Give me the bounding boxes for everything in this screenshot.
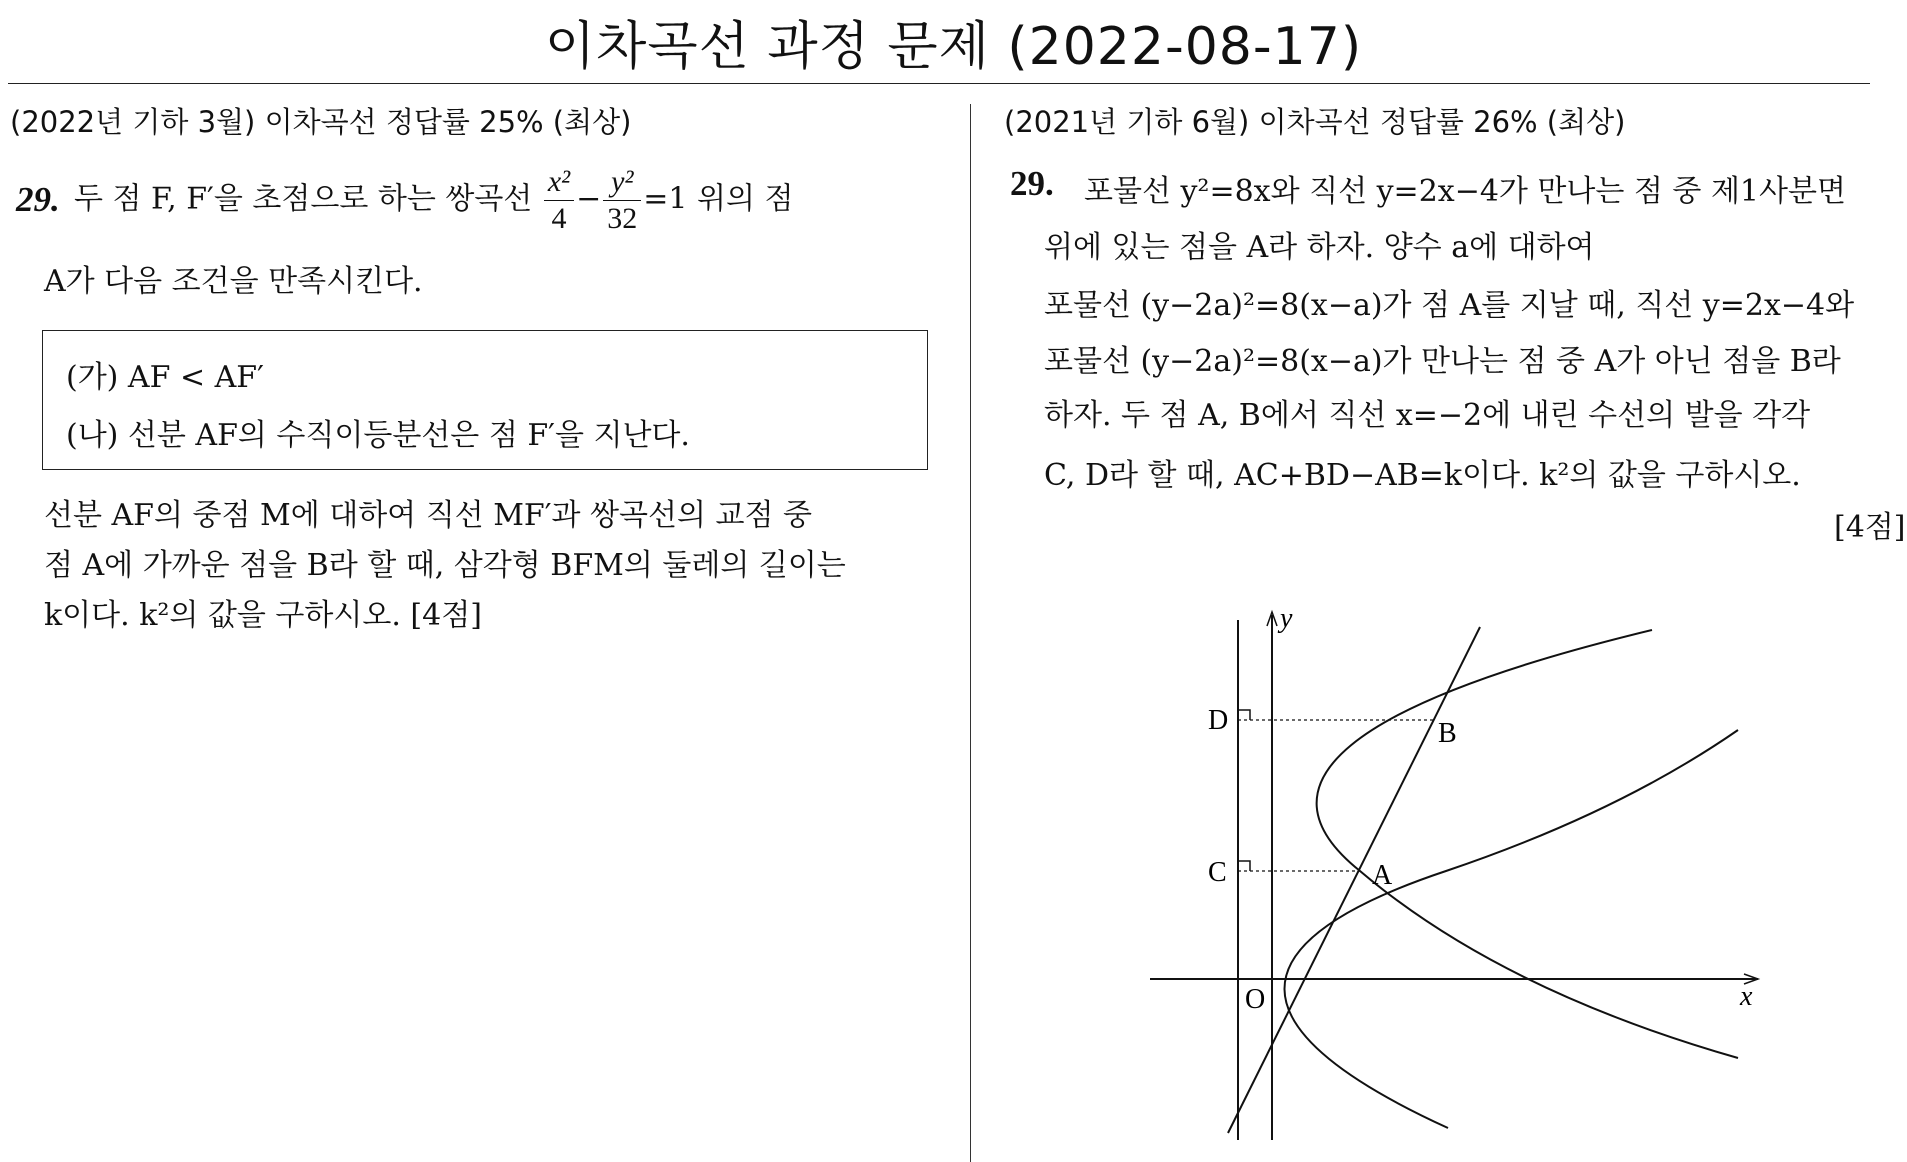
left-body-line-3: k이다. k²의 값을 구하시오. [4점]: [44, 598, 482, 633]
parabola-figure: [1140, 595, 1780, 1155]
left-fraction-y: [603, 164, 641, 237]
line-y-2x-4: [1228, 627, 1480, 1133]
left-line1-post: =1 위의 점: [643, 181, 794, 217]
left-line1-pre: 두 점 F, F′을 초점으로 하는 쌍곡선: [74, 181, 533, 217]
label-x: x: [1740, 981, 1753, 1012]
left-fraction-x: [544, 164, 574, 237]
left-frac1-num: x²: [544, 164, 574, 201]
label-O: O: [1245, 984, 1266, 1015]
right-question-number: 29.: [1010, 164, 1054, 203]
right-angle-C: [1238, 861, 1250, 871]
left-problem-line-2: A가 다음 조건을 만족시킨다.: [44, 264, 423, 299]
left-body-line-2: 점 A에 가까운 점을 B라 할 때, 삼각형 BFM의 둘레의 길이는: [44, 548, 846, 583]
label-D: D: [1208, 705, 1229, 736]
condition-ga: (가) AF < AF′: [66, 360, 264, 395]
label-A: A: [1372, 860, 1393, 891]
parabola-1: [1284, 730, 1738, 1128]
left-body-line-1: 선분 AF의 중점 M에 대하여 직선 MF′과 쌍곡선의 교점 중: [44, 498, 812, 533]
right-score: [4점]: [1834, 510, 1906, 545]
parabola-2: [1317, 630, 1738, 1058]
right-angle-D: [1238, 710, 1250, 720]
right-line-4: 포물선 (y−2a)²=8(x−a)가 만나는 점 중 A가 아닌 점을 B라: [1044, 344, 1841, 379]
column-divider: [970, 104, 971, 1162]
right-line-3: 포물선 (y−2a)²=8(x−a)가 점 A를 지날 때, 직선 y=2x−4와: [1044, 288, 1855, 323]
right-line-1: 포물선 y²=8x와 직선 y=2x−4가 만나는 점 중 제1사분면: [1084, 174, 1846, 209]
label-B: B: [1438, 718, 1457, 749]
left-problem-line-1: [74, 164, 794, 237]
right-line-2: 위에 있는 점을 A라 하자. 양수 a에 대하여: [1044, 230, 1595, 265]
title-rule: [8, 83, 1870, 84]
right-line-6: C, D라 할 때, AC+BD−AB=k이다. k²의 값을 구하시오.: [1044, 458, 1801, 493]
label-C: C: [1208, 857, 1227, 888]
left-frac1-den: 4: [551, 202, 567, 235]
label-y: y: [1280, 603, 1293, 634]
condition-na: (나) 선분 AF의 수직이등분선은 점 F′을 지난다.: [66, 418, 690, 453]
page-title: 이차곡선 과정 문제 (2022-08-17): [544, 17, 1363, 77]
left-minus: −: [576, 181, 602, 217]
left-question-number: 29.: [16, 180, 60, 219]
right-line-5: 하자. 두 점 A, B에서 직선 x=−2에 내린 수선의 발을 각각: [1044, 398, 1811, 433]
left-frac2-den: 32: [607, 202, 638, 235]
right-subtitle: (2021년 기하 6월) 이차곡선 정답률 26% (최상): [1004, 105, 1626, 139]
left-subtitle: (2022년 기하 3월) 이차곡선 정답률 25% (최상): [10, 105, 632, 139]
left-frac2-num: y²: [603, 164, 641, 201]
